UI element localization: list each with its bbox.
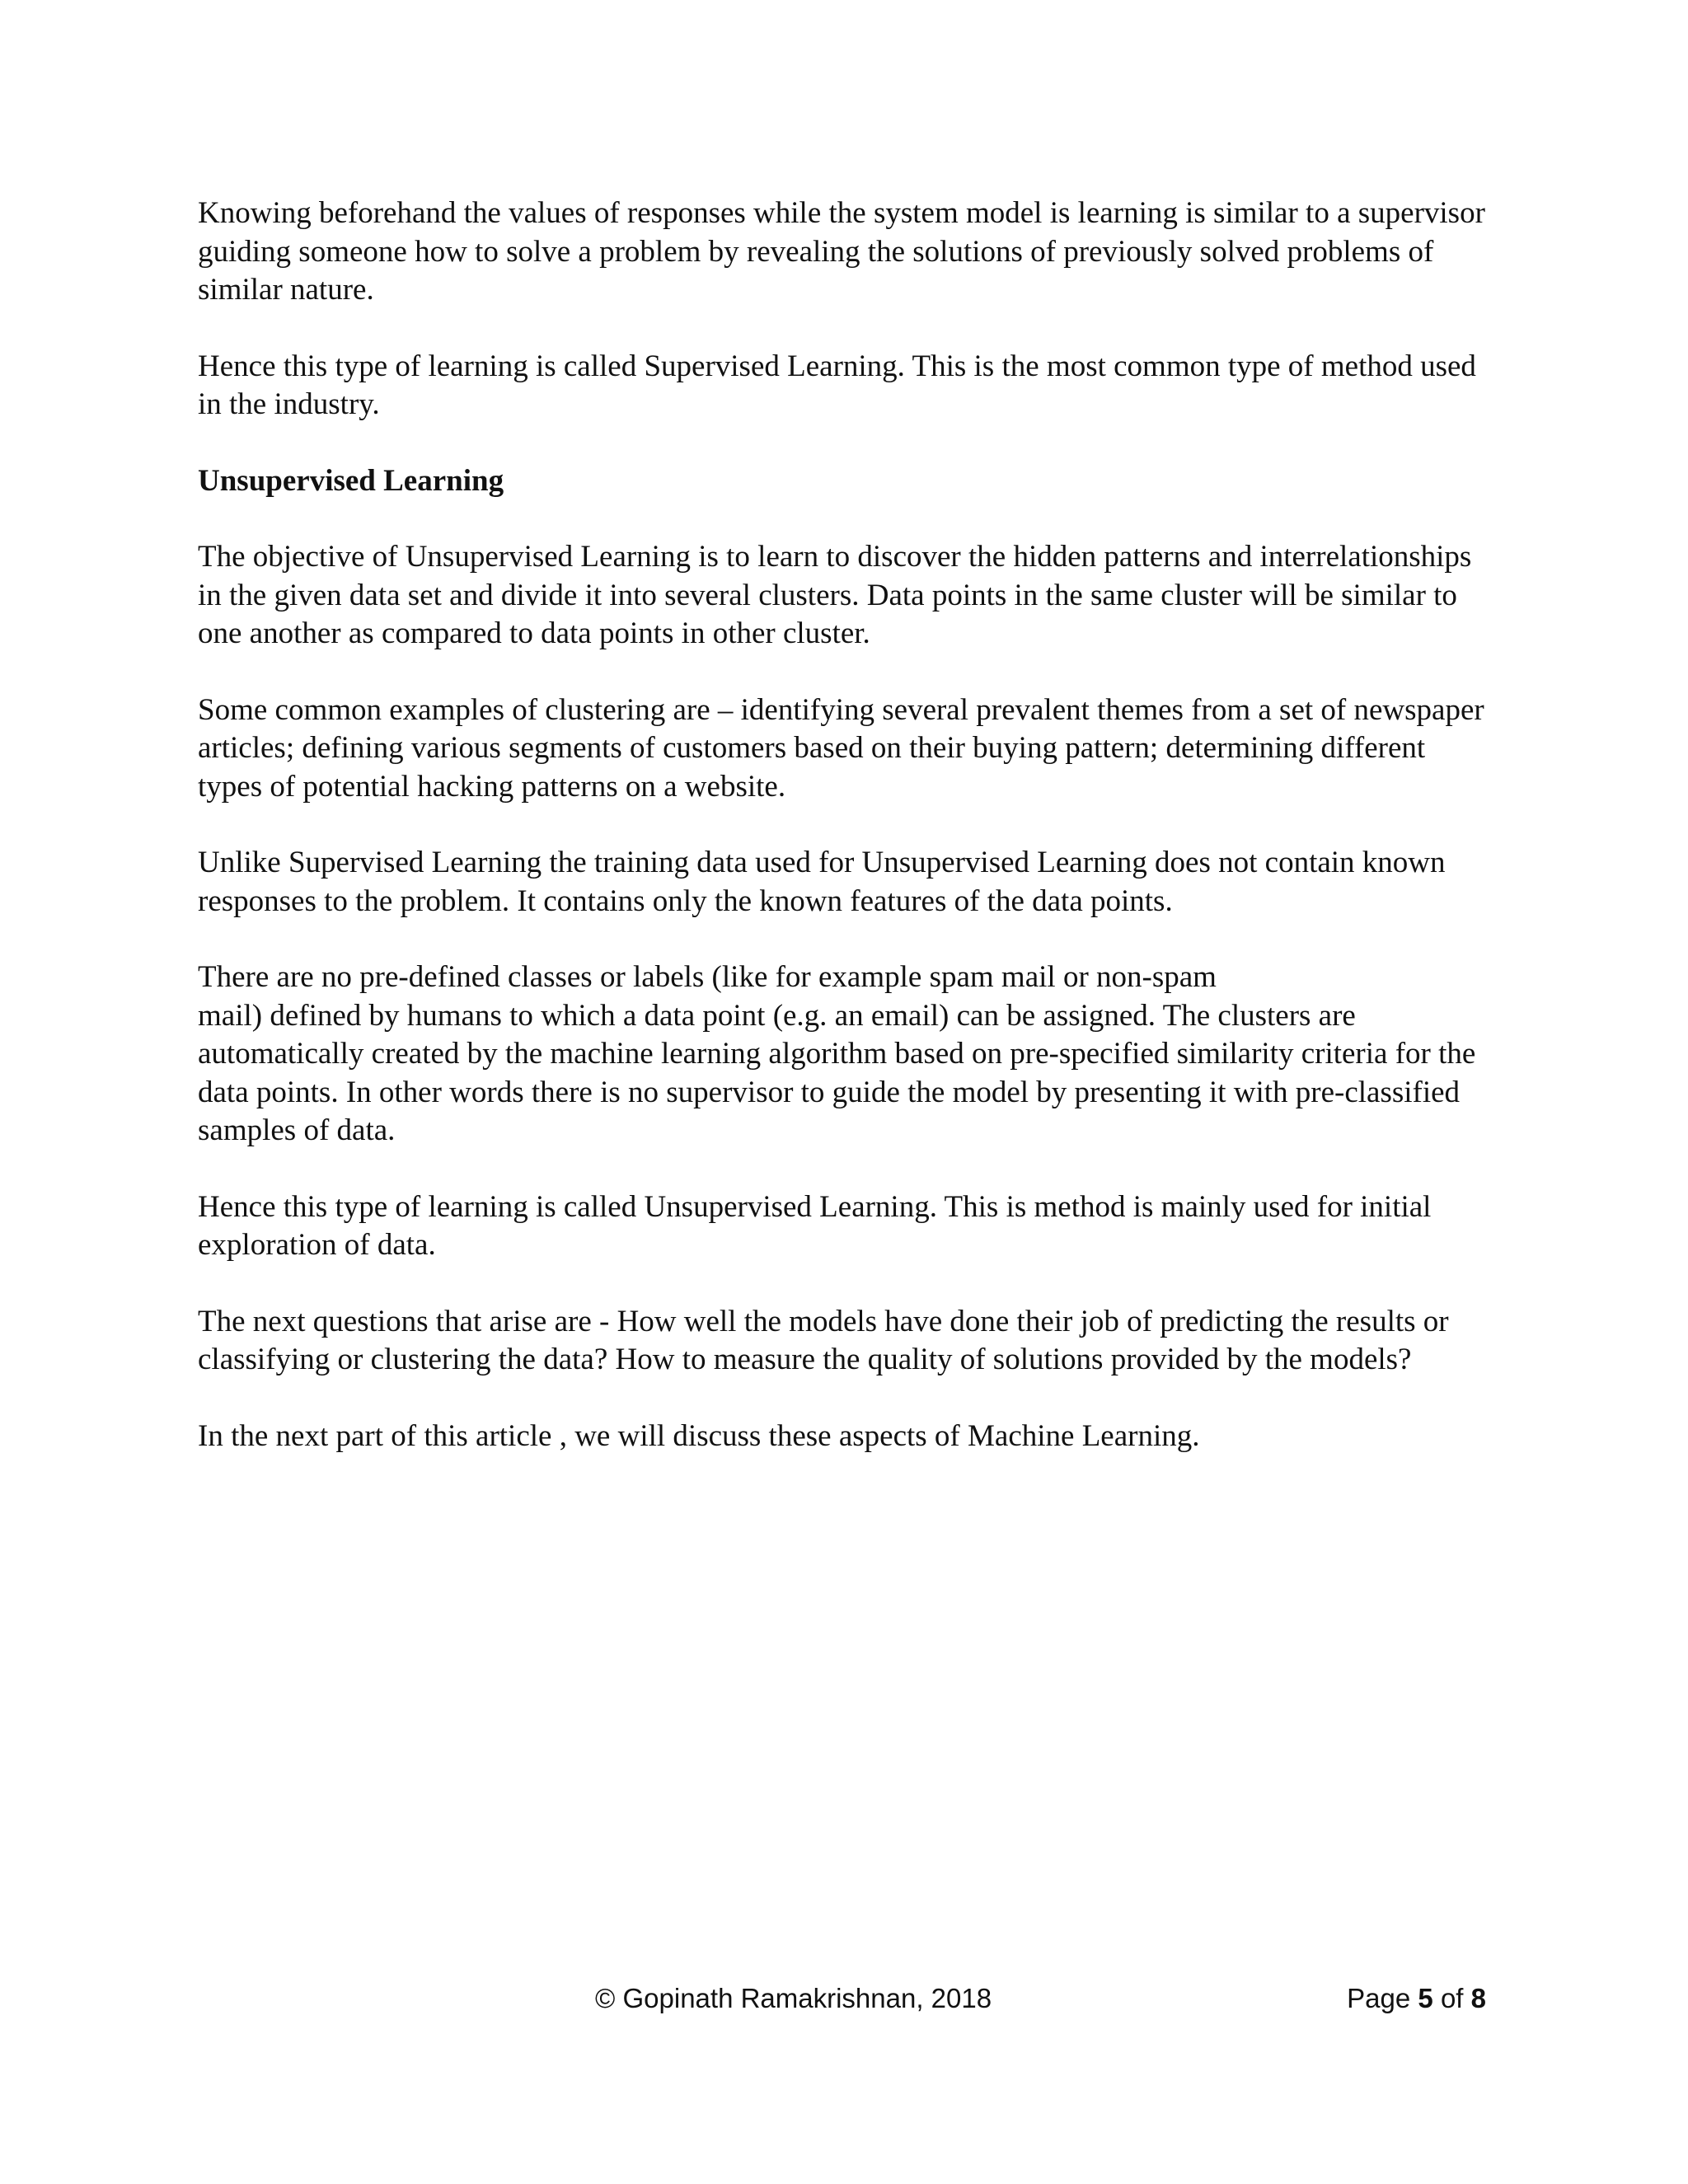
page-of: of (1440, 1983, 1464, 2013)
footer-page-number (1347, 1978, 1486, 2019)
paragraph-next-part: In the next part of this article , we will discuss these aspects of Machine Learning. (198, 1418, 1200, 1453)
paragraph-unsupervised-objective: The objective of Unsupervised Learning is to learn to discover the hidden patterns and interrelationships in the given data set and divide it into several clusters. Data points in the same cluster will be similar to one another as compared to data points in other cluster. (198, 540, 1472, 650)
page-total: 8 (1470, 1983, 1486, 2013)
page-current: 5 (1418, 1983, 1433, 2013)
paragraph-no-predefined-labels-first-line: There are no pre-defined classes or labels (like for example spam mail or non-spam (198, 960, 1217, 994)
paragraph-next-questions: The next questions that arise are - How well the models have done their job of predicting the results or classifying or clustering the data? How to measure the quality of solutions provided by the models? (198, 1304, 1449, 1376)
footer-copyright: © Gopinath Ramakrishnan, 2018 (595, 1983, 992, 2013)
paragraph-unsupervised-summary: Hence this type of learning is called Unsupervised Learning. This is method is mainly used for initial exploration of data. (198, 1189, 1432, 1262)
document-body (198, 194, 1492, 1493)
section-heading-unsupervised-learning: Unsupervised Learning (198, 463, 504, 498)
page-word: Page (1347, 1983, 1411, 2013)
paragraph-no-predefined-labels (198, 958, 1492, 1151)
page-footer (0, 1978, 1688, 2019)
paragraph-clustering-examples: Some common examples of clustering are – identifying several prevalent themes from a set of newspaper articles; defining various segments of customers based on their buying pattern; determining different types of potential hacking patterns on a website. (198, 692, 1484, 804)
paragraph-training-data: Unlike Supervised Learning the training data used for Unsupervised Learning does not contain known responses to the problem. It contains only the known features of the data points. (198, 846, 1446, 918)
paragraph-supervised-learning-summary: Hence this type of learning is called Supervised Learning. This is the most common type of method used in the industry. (198, 349, 1476, 421)
paragraph-supervisor-analogy: Knowing beforehand the values of responses while the system model is learning is similar to a supervisor guiding someone how to solve a problem by revealing the solutions of previously solved problems of similar nature. (198, 196, 1485, 307)
paragraph-no-predefined-labels-rest: mail) defined by humans to which a data point (e.g. an email) can be assigned. The clusters are automatically created by the machine learning algorithm based on pre-specified similarity criteria for the data points. In other words there is no supervisor to guide the model by presenting it with pre-classified samples of data. (198, 998, 1476, 1147)
